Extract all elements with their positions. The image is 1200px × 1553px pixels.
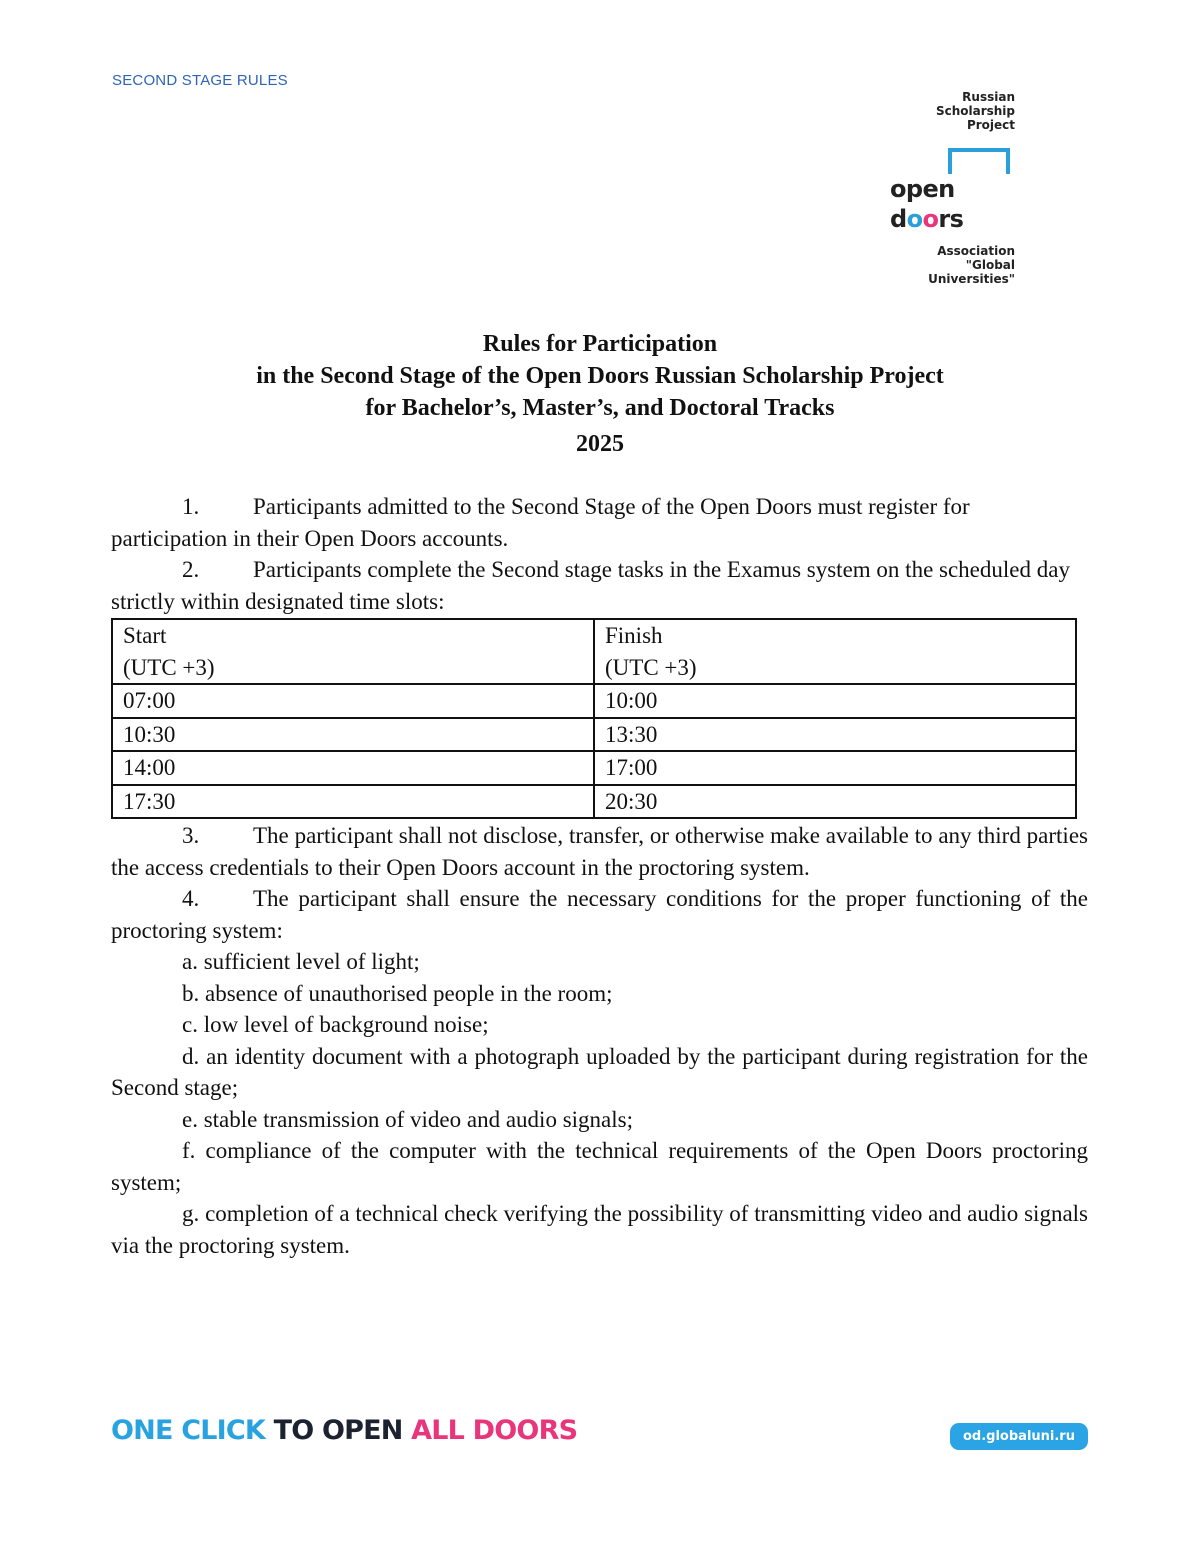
rule-text: Participants complete the Second stage tasks in the Examus system on the scheduled day strictly within designated time slots:: [111, 557, 1070, 614]
table-cell-finish: 13:30: [594, 718, 1076, 752]
table-cell-start: 07:00: [112, 684, 594, 718]
condition-item-g: g. completion of a technical check verifying the possibility of transmitting video and audio signals via the proctoring system.: [111, 1201, 1088, 1258]
condition-item-c: c. low level of background noise;: [182, 1012, 489, 1037]
rule-number: 2.: [182, 557, 200, 582]
logo-top-text: Russian Scholarship Project: [935, 90, 1015, 132]
website-link[interactable]: od.globaluni.ru: [950, 1423, 1088, 1450]
table-cell-finish: 10:00: [594, 684, 1076, 718]
table-cell-finish: 17:00: [594, 751, 1076, 785]
rules-body: [111, 491, 1088, 1261]
condition-item-a: a. sufficient level of light;: [182, 949, 420, 974]
open-doors-logo: [885, 90, 1035, 290]
rule-text: Participants admitted to the Second Stage of the Open Doors must register for participation in their Open Doors accounts.: [111, 494, 970, 551]
table-header-cell: Finish (UTC +3): [594, 619, 1076, 684]
rule-item-3: [111, 820, 1088, 883]
condition-item-d: d. an identity document with a photograph uploaded by the participant during registration for the Second stage;: [111, 1043, 1088, 1100]
rule-item-4: [111, 883, 1088, 946]
condition-item-b: b. absence of unauthorised people in the room;: [182, 980, 613, 1006]
title-line-1: Rules for Participation: [482, 331, 718, 357]
footer-slogan: ONE CLICK TO OPEN ALL DOORS: [111, 1415, 578, 1446]
rule-item-1: [111, 491, 1088, 554]
rule-text: The participant shall ensure the necessary conditions for the proper functioning of the proctoring system:: [111, 886, 1088, 943]
table-header-row: [112, 619, 1076, 684]
table-cell-finish: 20:30: [594, 785, 1076, 819]
table-row: [112, 718, 1076, 752]
table-cell-start: 17:30: [112, 785, 594, 819]
title-year: 2025: [576, 431, 624, 457]
document-title: [0, 328, 1200, 460]
condition-item-e: e. stable transmission of video and audio signals;: [182, 1106, 633, 1132]
logo-bottom-text: Association "Global Universities": [928, 244, 1015, 286]
logo-wordmark: open doors: [888, 174, 1035, 234]
table-header-cell: Start (UTC +3): [112, 619, 594, 684]
rule-number: 1.: [182, 494, 200, 519]
rule-number: 4.: [182, 886, 200, 911]
rule-number: 3.: [182, 823, 200, 848]
document-header-label: SECOND STAGE RULES: [112, 72, 288, 89]
title-line-2: in the Second Stage of the Open Doors Russian Scholarship Project: [256, 363, 944, 389]
table-row: [112, 785, 1076, 819]
table-cell-start: 10:30: [112, 718, 594, 752]
title-line-3: for Bachelor’s, Master’s, and Doctoral Tracks: [365, 395, 835, 421]
condition-item-f: f. compliance of the computer with the technical requirements of the Open Doors proctoring system;: [111, 1138, 1088, 1195]
table-cell-start: 14:00: [112, 751, 594, 785]
table-row: [112, 684, 1076, 718]
rule-text: The participant shall not disclose, transfer, or otherwise make available to any third parties the access credentials to their Open Doors account in the proctoring system.: [111, 823, 1088, 880]
time-slots-table: [111, 618, 1077, 819]
table-row: [112, 751, 1076, 785]
rule-item-2: [111, 554, 1088, 617]
